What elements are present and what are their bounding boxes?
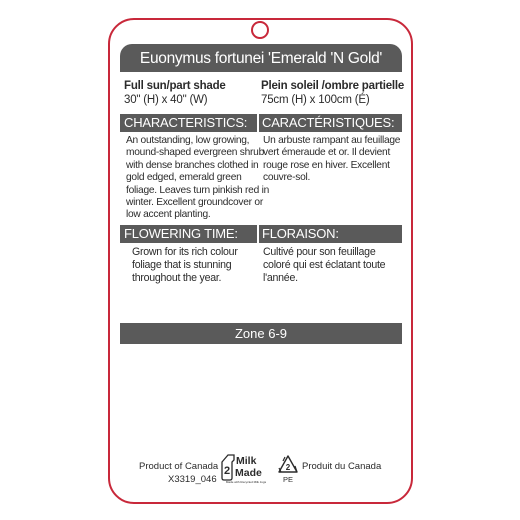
flowering-heading-en: FLOWERING TIME: — [124, 226, 238, 241]
text-line: foliage that is stunning — [132, 259, 232, 271]
text-line: mound-shaped evergreen shrub — [126, 147, 264, 159]
header-divider — [257, 225, 259, 243]
text-line: winter. Excellent groundcover or — [126, 197, 263, 209]
flowering-header-bar — [120, 225, 402, 243]
recycle-symbol-icon — [277, 454, 299, 484]
recycle-material: PE — [282, 475, 294, 484]
french-growing-info — [261, 79, 405, 107]
text-line: Cultivé pour son feuillage — [263, 246, 376, 258]
header-divider — [257, 114, 259, 132]
sun-requirement-en: Full sun/part shade — [124, 80, 226, 92]
product-of-canada-en: Product of Canada — [139, 461, 219, 472]
characteristics-header-bar — [120, 114, 402, 132]
hanging-hole — [251, 21, 269, 39]
text-line: low accent planting. — [126, 209, 211, 221]
text-line: coloré qui est éclatant toute — [263, 259, 386, 271]
plant-name-title: Euonymus fortunei 'Emerald 'N Gold' — [120, 44, 402, 72]
flowering-heading-fr: FLORAISON: — [262, 226, 339, 241]
milk-made-logo — [220, 452, 272, 486]
english-growing-info — [124, 79, 260, 107]
flowering-text-fr — [263, 246, 385, 285]
text-line: l'année. — [263, 272, 298, 284]
plant-size-fr: 75cm (H) x 100cm (É) — [261, 94, 370, 106]
text-line: vert émeraude et or. Il devient — [263, 147, 391, 159]
sun-requirement-fr: Plein soleil /ombre partielle — [261, 80, 405, 92]
text-line: foliage. Leaves turn pinkish red in — [126, 184, 270, 196]
text-line: couvre-sol. — [263, 172, 311, 184]
flowering-text-en — [132, 246, 238, 285]
text-line: gold edged, emerald green — [126, 172, 242, 184]
made-word: Made — [235, 467, 262, 479]
characteristics-text-en — [126, 135, 269, 222]
hardiness-zone-bar: Zone 6-9 — [120, 323, 402, 344]
text-line: Un arbuste rampant au feuillage — [263, 135, 401, 146]
milk-made-tagline: Made with Recycled Milk Jugs — [225, 480, 267, 484]
plant-size-en: 30" (H) x 40" (W) — [124, 94, 208, 106]
characteristics-heading-fr: CARACTÉRISTIQUES: — [262, 115, 395, 130]
product-code: X3319_046 — [168, 474, 217, 485]
text-line: Grown for its rich colour — [132, 246, 238, 258]
milk-made-number: 2 — [223, 465, 231, 477]
characteristics-heading-en: CHARACTERISTICS: — [124, 115, 248, 130]
text-line: with dense branches clothed in — [126, 159, 259, 171]
milk-word: Milk — [236, 455, 257, 467]
characteristics-text-fr — [263, 135, 400, 185]
text-line: An outstanding, low growing, — [126, 135, 250, 146]
text-line: throughout the year. — [132, 272, 222, 284]
product-of-canada-fr: Produit du Canada — [302, 461, 382, 472]
recycle-number: 2 — [285, 463, 291, 472]
text-line: rouge rose en hiver. Excellent — [263, 159, 390, 171]
